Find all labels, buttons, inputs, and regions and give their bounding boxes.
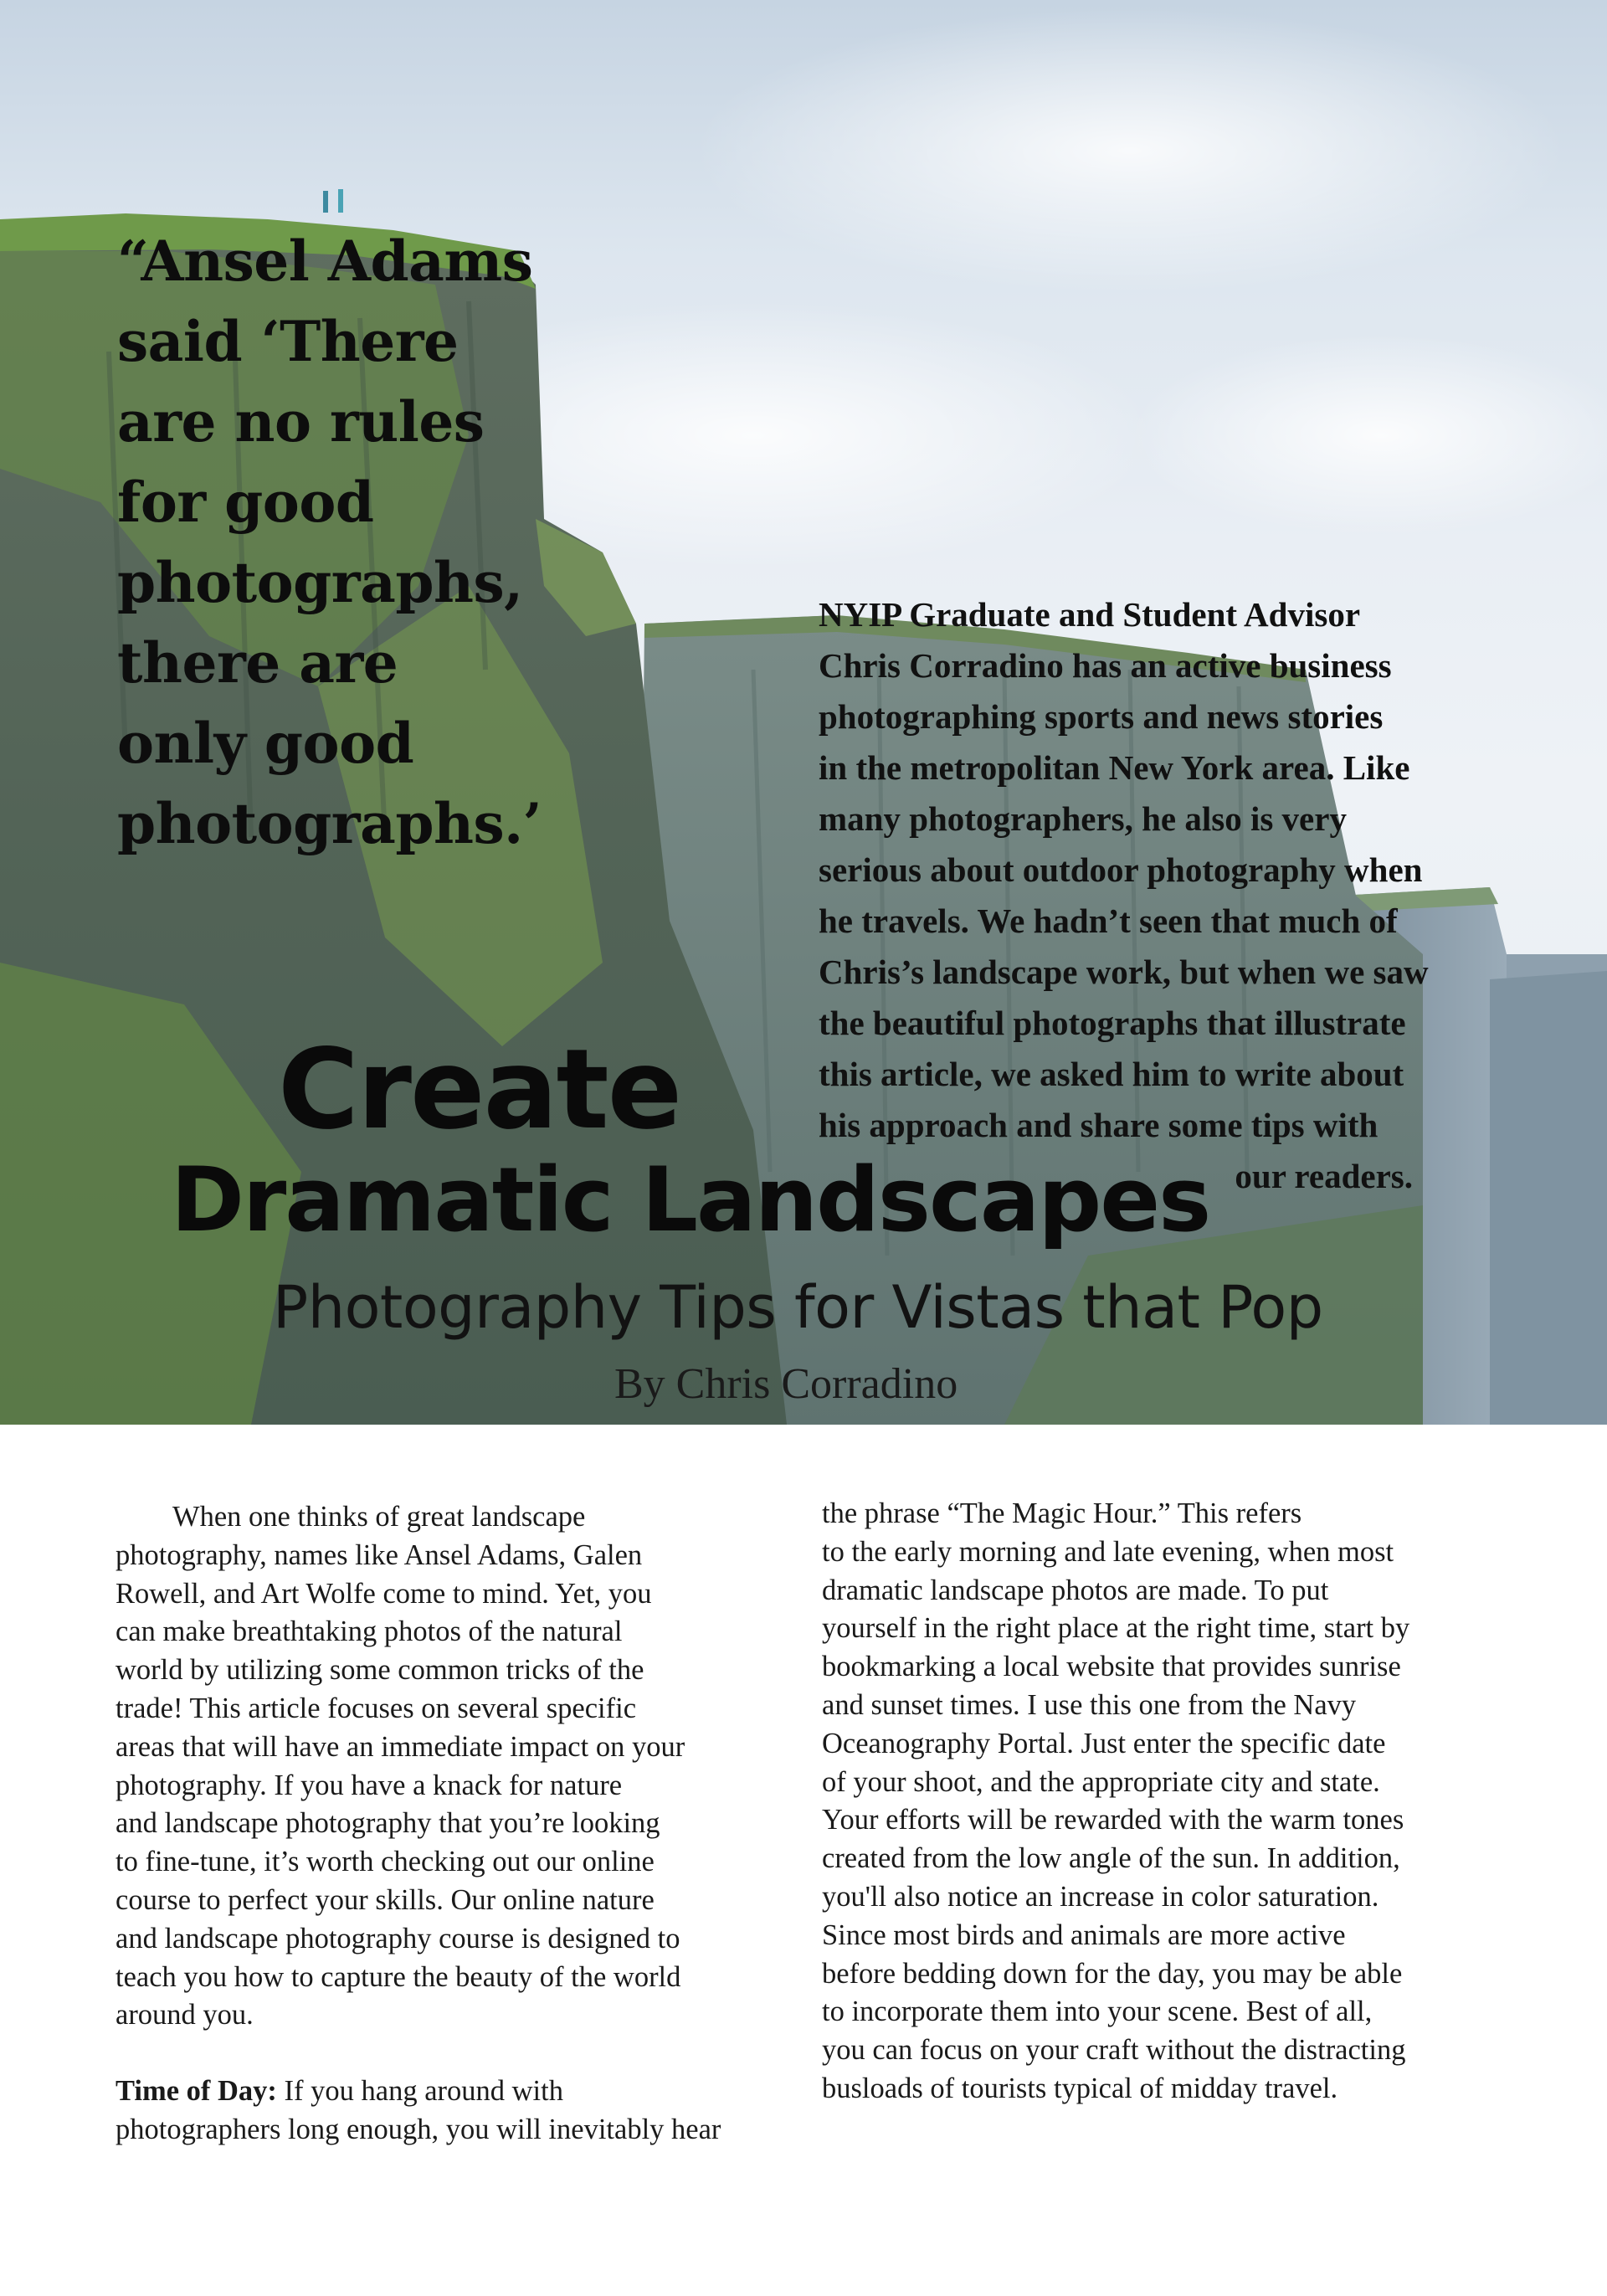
paragraph-gap [116, 2035, 819, 2073]
body-line: created from the low angle of the sun. In addition, [822, 1842, 1400, 1875]
body-line: bookmarking a local website that provides sunrise [822, 1651, 1401, 1683]
body-line: before bedding down for the day, you may be able [822, 1957, 1403, 1990]
body-line: teach you how to capture the beauty of the world [116, 1960, 681, 1993]
body-line: trade! This article focuses on several specific [116, 1692, 637, 1724]
body-line: busloads of tourists typical of midday travel. [822, 2072, 1338, 2104]
intro-line: serious about outdoor photography when [819, 850, 1423, 889]
body-line: photographers long enough, you will inevitably hear [116, 2113, 721, 2145]
subtitle: Photography Tips for Vistas that Pop [273, 1273, 1323, 1342]
body-column-left [116, 1498, 819, 2150]
pull-quote-line: photographs, [117, 550, 523, 615]
intro-line: Chris Corradino has an active business [819, 646, 1392, 685]
body-line: and landscape photography that you’re looking [116, 1807, 660, 1840]
pull-quote-line: “Ansel Adams [117, 229, 533, 294]
intro-line: NYIP Graduate and Student Advisor [819, 595, 1361, 634]
headline-line-1: Create [278, 1025, 681, 1154]
pull-quote-line: for good [117, 470, 374, 535]
body-line: and sunset times. I use this one from the Navy [822, 1688, 1357, 1721]
body-line: you'll also notice an increase in color saturation. [822, 1880, 1379, 1913]
body-line [116, 2073, 819, 2111]
intro-line: photographing sports and news stories [819, 697, 1384, 736]
intro-line: he travels. We hadn’t seen that much of [819, 901, 1398, 940]
body-line: to incorporate them into your scene. Best of all, [822, 1996, 1373, 2028]
body-line: dramatic landscape photos are made. To put [822, 1574, 1329, 1606]
intro-line: many photographers, he also is very [819, 799, 1347, 838]
body-line: to fine-tune, it’s worth checking out our online [116, 1846, 655, 1878]
body-line: Rowell, and Art Wolfe come to mind. Yet, you [116, 1577, 652, 1610]
body-line: photography. If you have a knack for nature [116, 1769, 623, 1801]
pull-quote-line: photographs.’ [117, 791, 542, 856]
body-line: of your shoot, and the appropriate city and state. [822, 1765, 1380, 1798]
body-line: you can focus on your craft without the distracting [822, 2034, 1406, 2067]
body-line: photography, names like Ansel Adams, Galen [116, 1538, 643, 1571]
body-line: around you. [116, 1999, 254, 2031]
body-line: yourself in the right place at the right time, start by [822, 1612, 1410, 1645]
body-line: can make breathtaking photos of the natural [116, 1615, 623, 1648]
pull-quote-line: are no rules [117, 389, 485, 455]
body-line: and landscape photography course is designed to [116, 1922, 680, 1954]
body-line: Oceanography Portal. Just enter the specific date [822, 1727, 1386, 1759]
pull-quote [117, 221, 552, 864]
intro-line: our readers. [1235, 1157, 1413, 1195]
pull-quote-line: said ‘There [117, 309, 459, 374]
pull-quote-line: there are [117, 630, 398, 696]
headline-line-2: Dramatic Landscapes [171, 1148, 1210, 1251]
body-line: course to perfect your skills. Our online nature [116, 1883, 655, 1916]
body-line: world by utilizing some common tricks of the [116, 1654, 644, 1687]
body-line: to the early morning and late evening, when most [822, 1535, 1394, 1568]
intro-line: Chris’s landscape work, but when we saw [819, 953, 1429, 991]
body-line: Your efforts will be rewarded with the warm tones [822, 1804, 1404, 1836]
intro-line: the beautiful photographs that illustrate [819, 1004, 1406, 1042]
body-line: Since most birds and animals are more active [822, 1918, 1346, 1951]
intro-line: in the metropolitan New York area. Like [819, 748, 1410, 787]
intro-blurb [819, 589, 1488, 1202]
pull-quote-line: only good [117, 711, 414, 776]
body-line: When one thinks of great landscape [172, 1501, 586, 1533]
intro-line: this article, we asked him to write about [819, 1055, 1404, 1093]
body-line-text: If you hang around with [276, 2075, 563, 2108]
body-line: the phrase “The Magic Hour.” This refers [822, 1497, 1302, 1529]
byline: By Chris Corradino [614, 1360, 958, 1408]
body-column-right [822, 1495, 1525, 2109]
section-heading-time-of-day: Time of Day: [116, 2075, 277, 2108]
body-line: areas that will have an immediate impact on your [116, 1730, 685, 1763]
intro-line: his approach and share some tips with [819, 1106, 1379, 1144]
